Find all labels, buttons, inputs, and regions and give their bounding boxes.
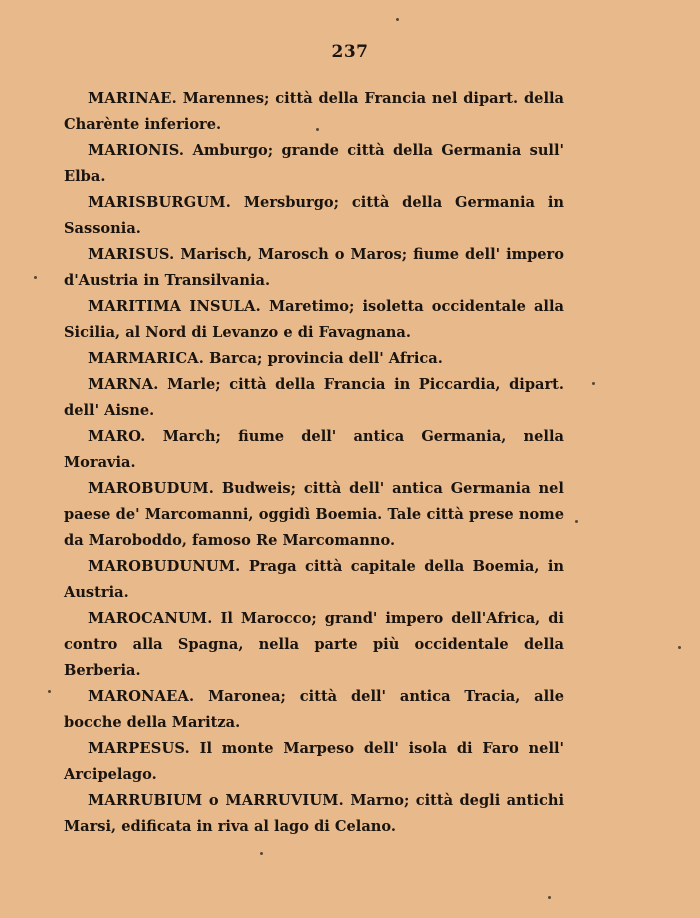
entry-headword: MARPESUS. xyxy=(88,740,190,757)
entry-headword: MARONAEA. xyxy=(88,688,195,705)
dictionary-entry xyxy=(64,242,564,294)
entry-headword: MARINAE. xyxy=(88,90,177,107)
entry-text: Il Marocco; grand' impero dell'Africa, di contro alla Spagna, nella parte più occidentale della Berberia. xyxy=(64,610,564,679)
entry-headword: MARRUBIUM o MARRUVIUM. xyxy=(88,792,344,809)
dictionary-entries xyxy=(64,86,564,840)
entry-text: Praga città capitale della Boemia, in Austria. xyxy=(64,558,564,601)
entry-headword: MAROBUDUM. xyxy=(88,480,214,497)
dictionary-entry xyxy=(64,372,564,424)
dictionary-entry xyxy=(64,788,564,840)
entry-text: Marennes; città della Francia nel dipart. della Charènte inferiore. xyxy=(64,90,564,133)
entry-text: Marisch, Marosch o Maros; fiume dell' impero d'Austria in Transilvania. xyxy=(64,246,564,289)
dictionary-entry xyxy=(64,294,564,346)
dictionary-entry xyxy=(64,86,564,138)
page-number: 237 xyxy=(331,42,369,62)
entry-headword: MAROBUDUNUM. xyxy=(88,558,241,575)
entry-text: Budweis; città dell' antica Germania nel paese de' Marcomanni, oggidì Boemia. Tale città prese nome da Maroboddo, famoso Re Marcomanno. xyxy=(64,480,564,549)
dictionary-entry xyxy=(64,190,564,242)
entry-text: Marle; città della Francia in Piccardia, dipart. dell' Aisne. xyxy=(64,376,564,419)
print-speck xyxy=(548,896,551,899)
dictionary-entry xyxy=(64,684,564,736)
entry-headword: MARISUS. xyxy=(88,246,175,263)
entry-text: Barca; provincia dell' Africa. xyxy=(209,350,443,367)
print-speck xyxy=(575,520,578,523)
entry-headword: MARIONIS. xyxy=(88,142,185,159)
entry-headword: MAROCANUM. xyxy=(88,610,213,627)
entry-headword: MARITIMA INSULA. xyxy=(88,298,261,315)
entry-text: Mersburgo; città della Germania in Sassonia. xyxy=(64,194,564,237)
dictionary-entry xyxy=(64,138,564,190)
dictionary-entry xyxy=(64,554,564,606)
entry-headword: MARNA. xyxy=(88,376,159,393)
dictionary-entry xyxy=(64,736,564,788)
print-speck xyxy=(260,852,263,855)
dictionary-entry xyxy=(64,346,564,372)
entry-text: Amburgo; grande città della Germania sull' Elba. xyxy=(64,142,564,185)
entry-headword: MARISBURGUM. xyxy=(88,194,231,211)
entry-text: Maronea; città dell' antica Tracia, alle bocche della Maritza. xyxy=(64,688,564,731)
entry-headword: MARMARICA. xyxy=(88,350,205,367)
entry-text: Marno; città degli antichi Marsi, edificata in riva al lago di Celano. xyxy=(64,792,564,835)
print-speck xyxy=(396,18,399,21)
print-speck xyxy=(678,646,681,649)
dictionary-entry xyxy=(64,606,564,684)
print-speck xyxy=(316,128,319,131)
entry-headword: MARO. xyxy=(88,428,146,445)
dictionary-entry xyxy=(64,424,564,476)
print-speck xyxy=(48,690,51,693)
entry-text: Maretimo; isoletta occidentale alla Sicilia, al Nord di Levanzo e di Favagnana. xyxy=(64,298,564,341)
entry-text: March; fiume dell' antica Germania, nella Moravia. xyxy=(64,428,564,471)
print-speck xyxy=(34,276,37,279)
entry-text: Il monte Marpeso dell' isola di Faro nell' Arcipelago. xyxy=(64,740,564,783)
dictionary-entry xyxy=(64,476,564,554)
print-speck xyxy=(592,382,595,385)
